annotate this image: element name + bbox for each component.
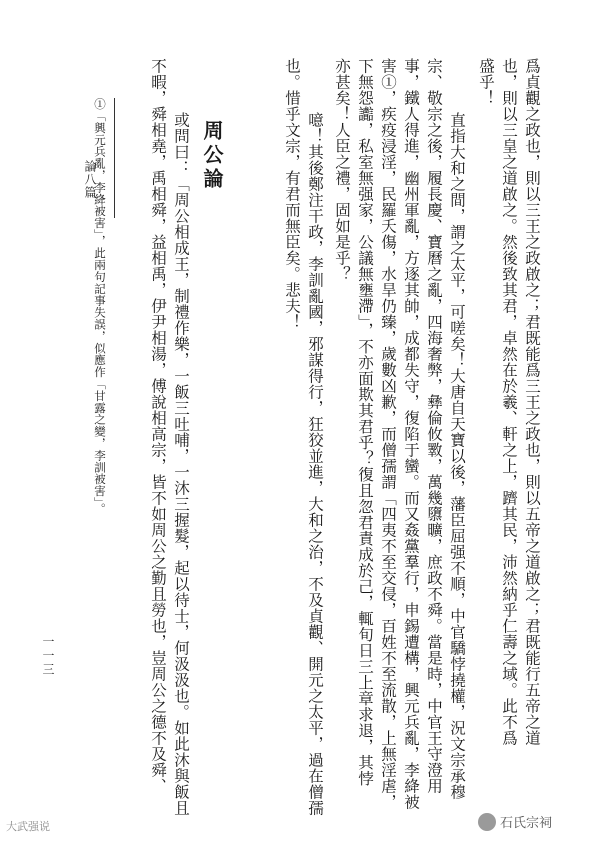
text-column-3: 盛乎！ bbox=[477, 58, 495, 106]
text-column-6: 事，鐵人得進，幽州軍亂，方逐其帥，成都失守，復陷于蠻。而又姦黨羣行，申錫遭構，興元兵亂，李絳被 bbox=[402, 58, 420, 810]
watermark-right bbox=[478, 812, 552, 831]
text-column-12: 或問曰：「周公相成王，制禮作樂，一飯三吐哺，一沐三握髮，起以待士，何汲汲也。如此沐與飯且 bbox=[172, 112, 190, 816]
text-column-13: 不暇，舜相堯，禹相舜，益相禹，伊尹相湯，傅說相高宗，皆不如周公之勤且勞也，豈周公之德不及舜、 bbox=[149, 58, 167, 794]
page-number: 一一三 bbox=[41, 635, 55, 677]
watermark-right-text: 石氏宗祠 bbox=[500, 816, 553, 831]
watermark-left: 大武强说 bbox=[6, 820, 50, 833]
essay-title: 周公論 bbox=[200, 120, 224, 192]
footnote-rule bbox=[114, 98, 115, 218]
text-column-7: 害①，疾疫浸淫，民羅夭傷，水旱仍臻，歲數凶歉，而僧孺謂「四夷不至交侵，百姓不至流散，上無淫虐， bbox=[379, 58, 397, 810]
footnote: ①「興元兵亂，李絳被害」，此兩句記事失誤，似應作「甘露之變，李訓被害」。 bbox=[93, 98, 107, 515]
text-column-2: 也，則以三皇之道啟之。然後致其君，卓然在於羲、軒之上，躋其民，沛然納乎仁壽之域。此不爲 bbox=[500, 58, 518, 746]
text-column-1: 爲貞觀之政也，則以三王之政啟之；君既能爲三王之政也，則以五帝之道啟之；君既能行五帝之道 bbox=[523, 58, 541, 746]
text-column-5: 宗、敬宗之後，履長慶、寶曆之亂，四海奢弊，彝倫攸斁，萬幾隳曠，庶政不舜。當是時，中官王守澄用 bbox=[425, 58, 443, 794]
text-column-4: 直指大和之間，謂之太平，可嗟矣！大唐自天寶以後，藩臣屈强不順，中官驕悖撓權，況文宗承穆 bbox=[448, 112, 466, 800]
text-column-11: 也。惜乎文宗，有君而無臣矣。悲夫！ bbox=[283, 58, 301, 330]
text-column-9: 亦甚矣！人臣之禮，固如是乎？ bbox=[333, 58, 351, 282]
text-column-8: 下無怨讟，私室無强家，公議無壅滯」，不亦面欺其君乎？復且忽君責成於己，輒旬日三上章求退，其悖 bbox=[356, 58, 374, 787]
text-column-10: 噫！其後鄭注干政，李訓亂國，邪謀得行，狂狡並進，大和之治，不及貞觀、開元之太平，過在僧孺 bbox=[306, 112, 324, 816]
wechat-icon bbox=[478, 813, 496, 831]
running-head: 論八篇 bbox=[83, 160, 97, 199]
